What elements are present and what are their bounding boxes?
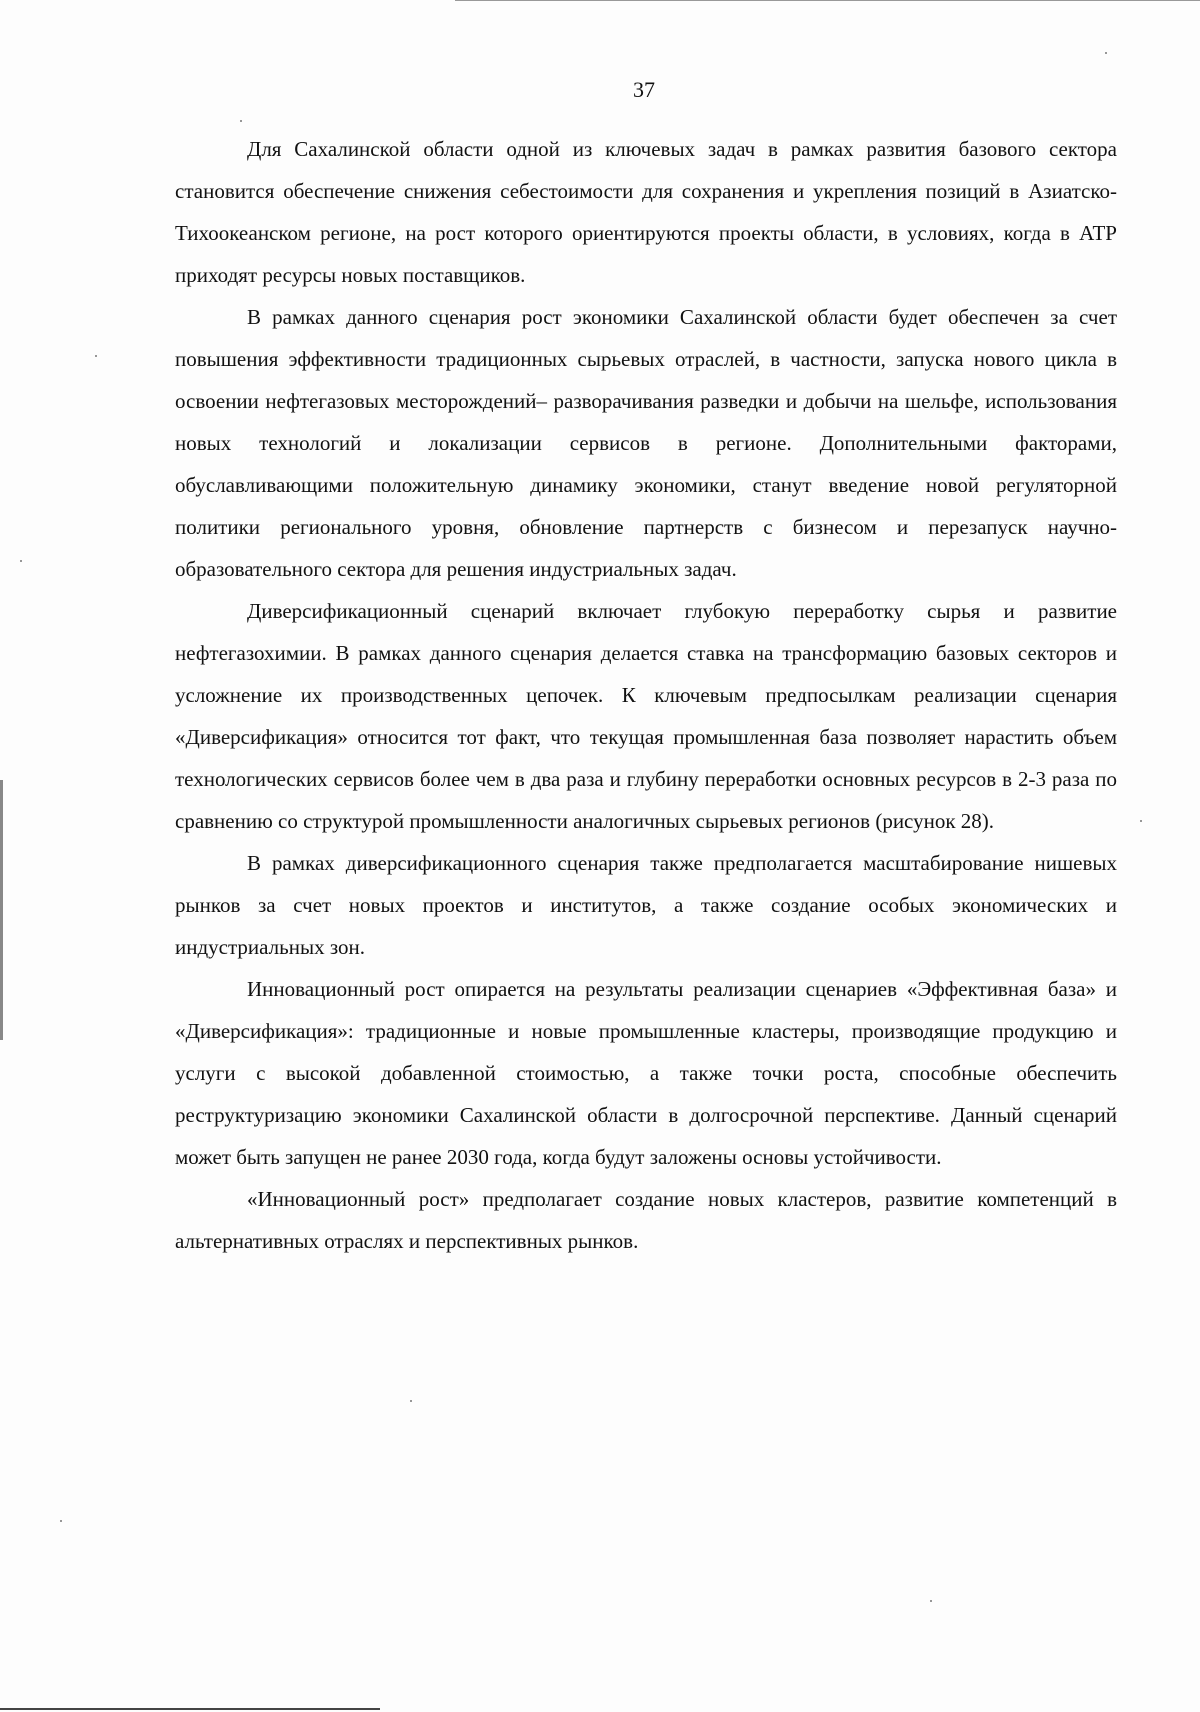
scan-speck [60, 1520, 62, 1522]
scan-speck [1105, 52, 1107, 54]
paragraph-2: В рамках данного сценария рост экономики Сахалинской области будет обеспечен за счет повышения эффективности традиционных сырьевых отраслей, в частности, запуска нового цикла в освоении нефтегазовых месторождений– разворачивания разведки и добычи на шельфе, использования новых технологий и локализации сервисов в регионе. Дополнительными факторами, обуславливающими положительную динамику экономики, станут введение новой регуляторной политики регионального уровня, обновление партнерств с бизнесом и перезапуск научно-образовательного сектора для решения индустриальных задач. [175, 305, 1117, 581]
scan-speck [410, 1400, 412, 1402]
scan-speck [930, 1600, 932, 1602]
paragraph-5: Инновационный рост опирается на результаты реализации сценариев «Эффективная база» и «Диверсификация»: традиционные и новые промышленные кластеры, производящие продукцию и услуги с высокой добавленной стоимостью, а также точки роста, способные обеспечить реструктуризацию экономики Сахалинской области в долгосрочной перспективе. Данный сценарий может быть запущен не ранее 2030 года, когда будут заложены основы устойчивости. [175, 977, 1117, 1169]
paragraph-1: Для Сахалинской области одной из ключевых задач в рамках развития базового сектора становится обеспечение снижения себестоимости для сохранения и укрепления позиций в Азиатско-Тихоокеанском регионе, на рост которого ориентируются проекты области, в условиях, когда в АТР приходят ресурсы новых поставщиков. [175, 137, 1117, 287]
scan-edge-line [455, 0, 1200, 1]
paragraph-3: Диверсификационный сценарий включает глубокую переработку сырья и развитие нефтегазохимии. В рамках данного сценария делается ставка на трансформацию базовых секторов и усложнение их производственных цепочек. К ключевым предпосылкам реализации сценария «Диверсификация» относится тот факт, что текущая промышленная база позволяет нарастить объем технологических сервисов более чем в два раза и глубину переработки основных ресурсов в 2-3 раза по сравнению со структурой промышленности аналогичных сырьевых регионов (рисунок 28). [175, 599, 1117, 833]
paragraph-6: «Инновационный рост» предполагает создание новых кластеров, развитие компетенций в альтернативных отраслях и перспективных рынков. [175, 1187, 1117, 1253]
paragraph-4: В рамках диверсификационного сценария также предполагается масштабирование нишевых рынков за счет новых проектов и институтов, а также создание особых экономических и индустриальных зон. [175, 851, 1117, 959]
scan-speck [1140, 820, 1142, 822]
scan-speck [95, 355, 97, 357]
scan-speck [20, 560, 22, 562]
scan-speck [240, 120, 242, 122]
page-number: 37 [633, 77, 655, 102]
scan-edge-mark [0, 780, 3, 1040]
scan-edge-line [0, 1708, 380, 1710]
document-body [175, 128, 1117, 1262]
